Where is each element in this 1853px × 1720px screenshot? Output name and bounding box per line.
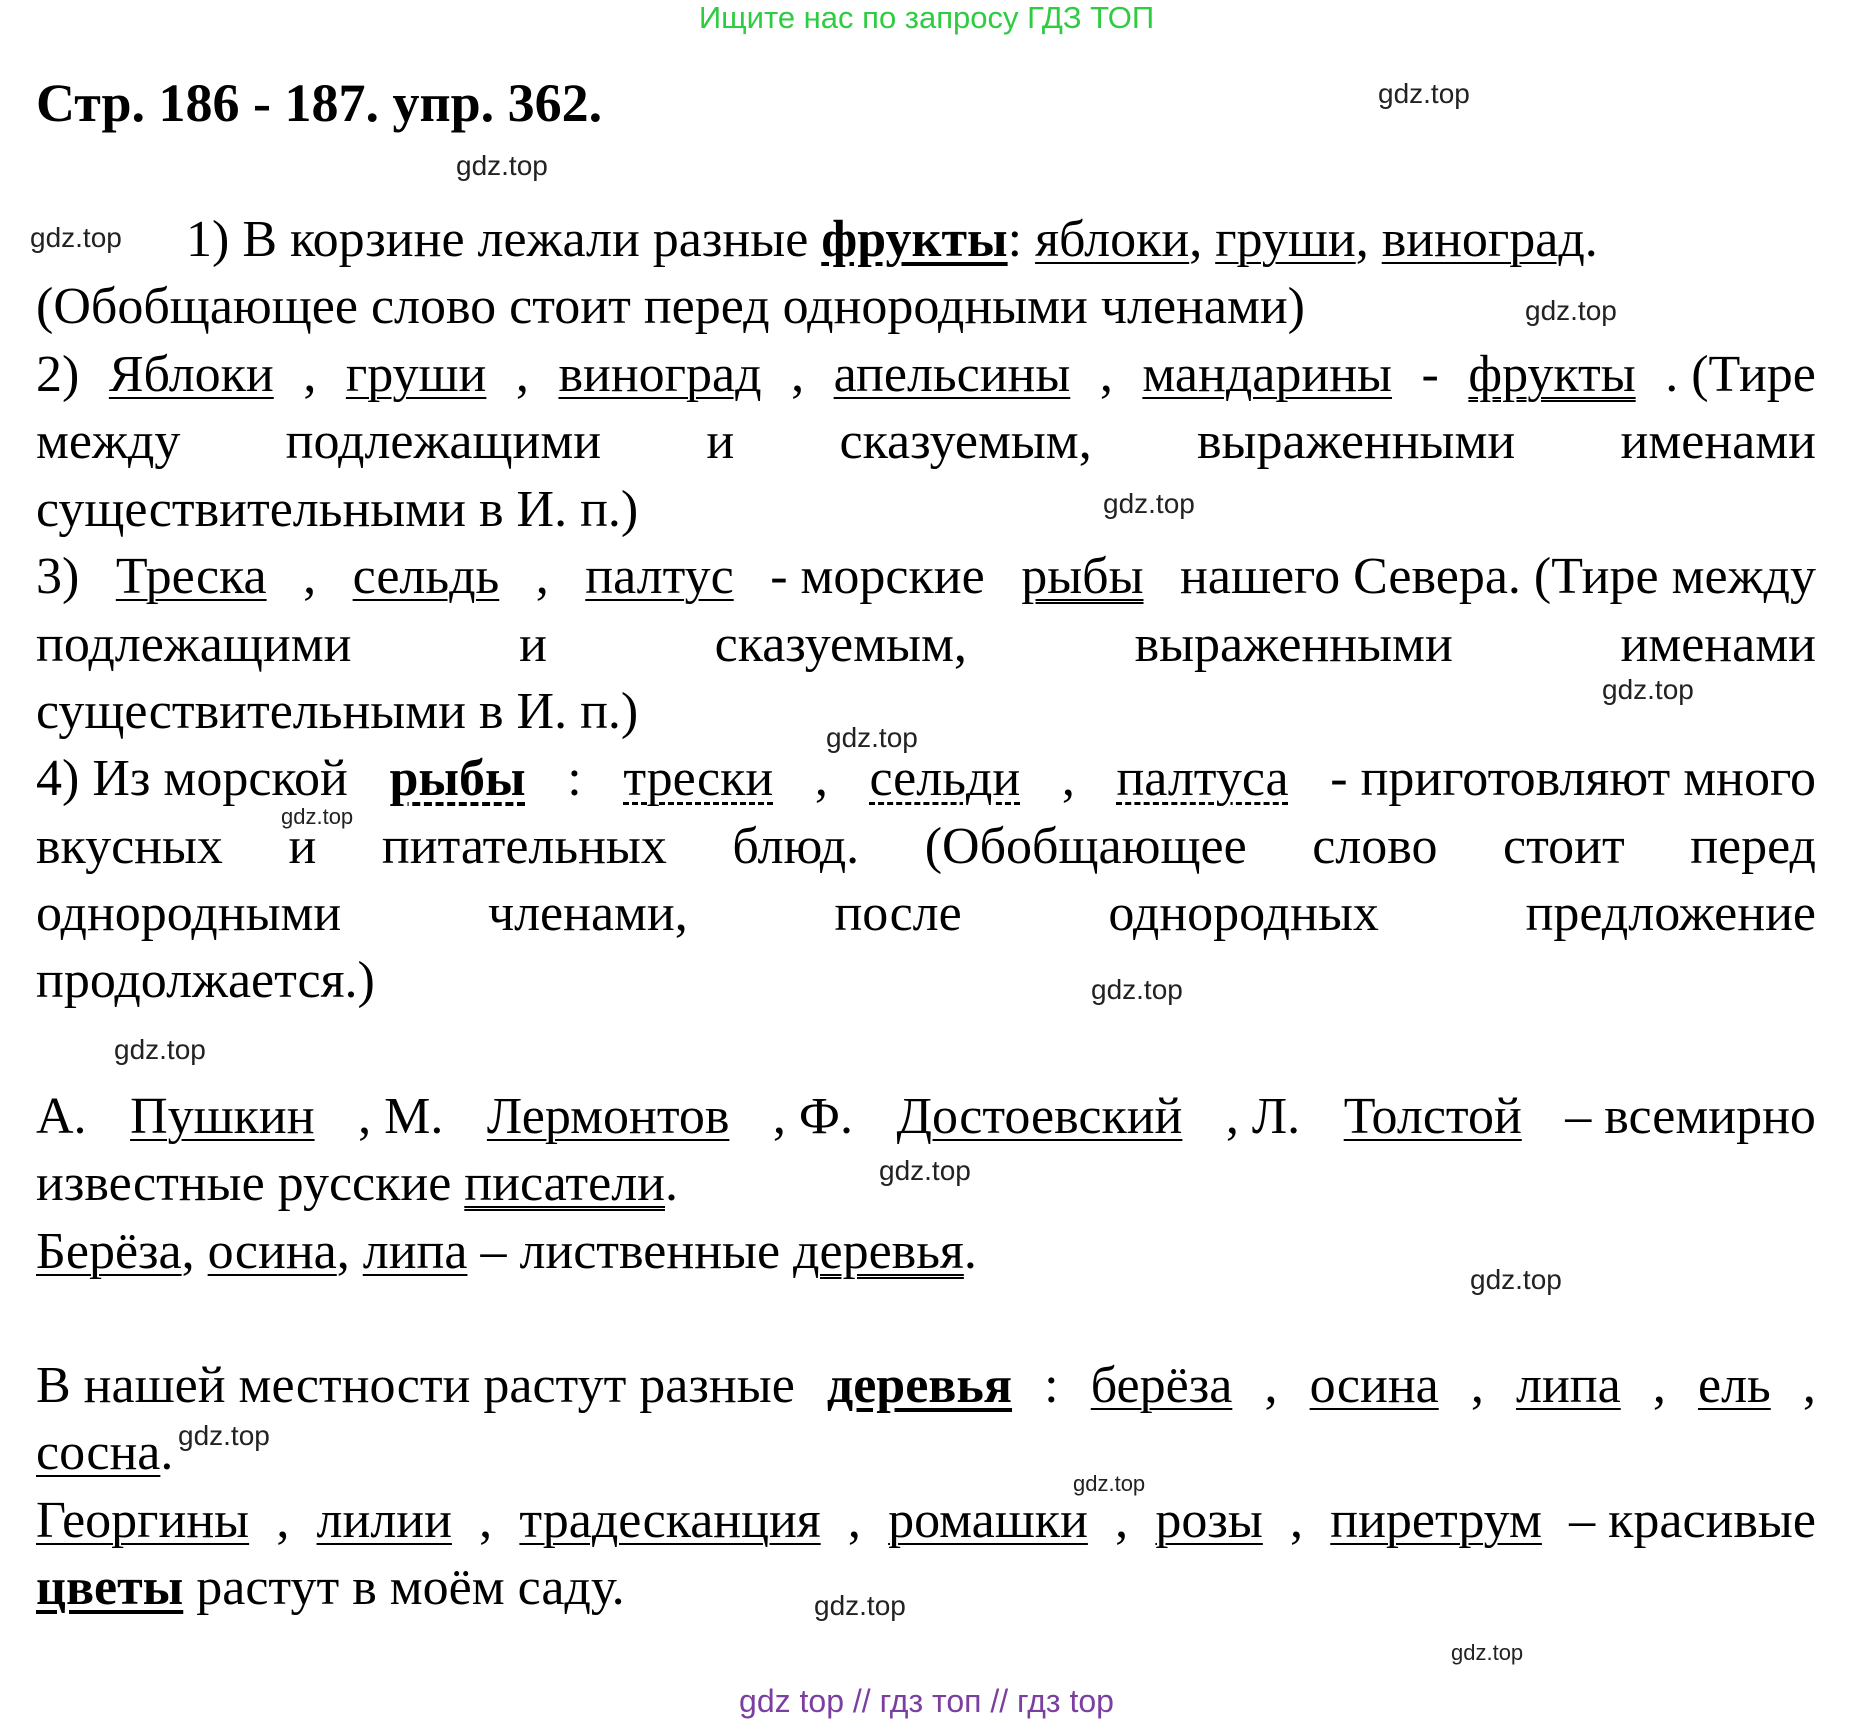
text-segment: , [479, 1492, 493, 1549]
underlined-word: деревья [793, 1223, 964, 1280]
text-segment: вкусных [36, 818, 223, 875]
text-segment: питательных [381, 818, 667, 875]
text-line [36, 880, 1816, 948]
text-segment: 1) В корзине лежали разные [186, 211, 822, 268]
text-segment: (Обобщающее [924, 818, 1247, 875]
underlined-word: цветы [36, 1559, 184, 1616]
text-segment: , [1290, 1492, 1304, 1549]
text-segment: , [1115, 1492, 1129, 1549]
text-segment: , [1355, 211, 1382, 268]
text-segment: , [1470, 1357, 1484, 1414]
text-segment: слово [1312, 818, 1438, 875]
underlined-word: деревья [826, 1357, 1013, 1414]
text-segment: после [834, 885, 962, 942]
watermark: gdz.top [879, 1155, 971, 1186]
text-segment: , [515, 346, 529, 403]
text-segment: перед [1690, 818, 1816, 875]
underlined-word: осина [1309, 1357, 1439, 1414]
text-segment: существительными в И. п.) [36, 683, 639, 740]
text-segment: предложение [1525, 885, 1816, 942]
text-line [186, 206, 1816, 274]
text-segment: 2) [36, 346, 80, 403]
text-segment: и [519, 616, 547, 673]
text-segment: : [567, 750, 582, 807]
underlined-word: пиретрум [1330, 1492, 1542, 1549]
footer-watermark: gdz top // гдз топ // гдз top [739, 1683, 1114, 1719]
text-segment: А. [36, 1088, 87, 1145]
text-segment: . [1584, 211, 1598, 268]
underlined-word: Толстой [1343, 1088, 1522, 1145]
text-segment: , [1264, 1357, 1278, 1414]
watermark: gdz.top [1073, 1471, 1146, 1496]
underlined-word: ромашки [888, 1492, 1088, 1549]
underlined-word: яблоки [1035, 211, 1190, 268]
watermark: gdz.top [1525, 295, 1617, 326]
text-segment: , Л. [1225, 1088, 1301, 1145]
watermark: gdz.top [1451, 1640, 1524, 1665]
underlined-word: Пушкин [130, 1088, 315, 1145]
text-segment: - приготовляют много [1330, 750, 1816, 807]
underlined-word: виноград [1381, 211, 1585, 268]
underlined-word: Треска [115, 548, 267, 605]
text-segment: . [963, 1223, 977, 1280]
text-segment: , [336, 1223, 363, 1280]
underlined-word: ель [1697, 1357, 1771, 1414]
text-line [36, 476, 1816, 544]
text-segment: 4) Из морской [36, 750, 348, 807]
text-segment: , [303, 346, 317, 403]
text-segment: , [791, 346, 805, 403]
watermark: gdz.top [1091, 974, 1183, 1005]
underlined-word: фрукты [821, 211, 1008, 268]
text-segment: , [1061, 750, 1075, 807]
watermark: gdz.top [1602, 674, 1694, 705]
text-segment: . (Тире [1665, 346, 1816, 403]
text-line [36, 1352, 1816, 1420]
text-segment: , [181, 1223, 208, 1280]
underlined-word: апельсины [833, 346, 1071, 403]
text-line [36, 947, 1816, 1015]
underlined-word: Берёза [36, 1223, 182, 1280]
text-segment: , [276, 1492, 290, 1549]
text-line [36, 611, 1816, 679]
page-title: Стр. 186 - 187. упр. 362. [36, 73, 603, 133]
watermark: gdz.top [30, 222, 122, 253]
watermark: gdz.top [826, 722, 918, 753]
text-line [36, 1487, 1816, 1555]
text-segment: именами [1620, 413, 1816, 470]
text-segment: , М. [358, 1088, 444, 1145]
text-segment: 3) [36, 548, 80, 605]
watermark: gdz.top [178, 1420, 270, 1451]
text-segment: растут в моём саду. [183, 1559, 625, 1616]
text-segment: В нашей местности растут разные [36, 1357, 795, 1414]
text-line [36, 1419, 1816, 1487]
text-segment: выраженными [1134, 616, 1453, 673]
underlined-word: Георгины [36, 1492, 250, 1549]
text-segment: существительными в И. п.) [36, 481, 639, 538]
text-segment: – красивые [1569, 1492, 1816, 1549]
text-segment: , [535, 548, 549, 605]
text-segment: , [1189, 211, 1216, 268]
watermark: gdz.top [1470, 1264, 1562, 1295]
underlined-word: осина [207, 1223, 337, 1280]
text-line [36, 408, 1816, 476]
underlined-word: сельди [869, 750, 1021, 807]
underlined-word: фрукты [1468, 346, 1636, 403]
underlined-word: липа [362, 1223, 468, 1280]
text-segment: – лиственные [467, 1223, 794, 1280]
text-segment: : [1007, 211, 1036, 268]
watermark: gdz.top [1103, 488, 1195, 519]
underlined-word: трески [623, 750, 774, 807]
underlined-word: сосна [36, 1424, 161, 1481]
underlined-word: Яблоки [108, 346, 274, 403]
underlined-word: рыбы [1021, 548, 1144, 605]
text-segment: - [1421, 346, 1439, 403]
text-segment: блюд. [732, 818, 860, 875]
text-line [36, 1554, 1816, 1622]
underlined-word: виноград [558, 346, 762, 403]
text-segment: . [664, 1155, 678, 1212]
text-segment: именами [1620, 616, 1816, 673]
underlined-word: традесканция [519, 1492, 821, 1549]
text-segment: подлежащими [36, 616, 352, 673]
text-segment: между [36, 413, 181, 470]
underlined-word: писатели [464, 1155, 665, 1212]
underlined-word: рыбы [389, 750, 526, 807]
text-segment: , Ф. [772, 1088, 854, 1145]
underlined-word: груши [345, 346, 487, 403]
text-segment: (Обобщающее слово стоит перед однородными членами) [36, 278, 1305, 335]
underlined-word: мандарины [1142, 346, 1392, 403]
underlined-word: палтуса [1116, 750, 1289, 807]
text-segment: подлежащими [285, 413, 602, 470]
text-segment: и [706, 413, 735, 470]
underlined-word: палтус [585, 548, 734, 605]
text-segment: : [1044, 1357, 1059, 1414]
underlined-word: берёза [1090, 1357, 1233, 1414]
text-line [36, 543, 1816, 611]
watermark: gdz.top [114, 1034, 206, 1065]
text-segment: членами, [487, 885, 688, 942]
text-segment: . [160, 1424, 174, 1481]
text-line [36, 745, 1816, 813]
text-segment: , [814, 750, 828, 807]
underlined-word: Достоевский [896, 1088, 1183, 1145]
text-segment: сказуемым, [714, 616, 967, 673]
watermark: gdz.top [814, 1590, 906, 1621]
text-segment: , [1099, 346, 1113, 403]
text-line [36, 1083, 1816, 1151]
underlined-word: липа [1516, 1357, 1621, 1414]
underlined-word: груши [1215, 211, 1356, 268]
text-line [36, 678, 1816, 746]
watermark: gdz.top [281, 804, 354, 829]
text-segment: выраженными [1197, 413, 1516, 470]
underlined-word: розы [1155, 1492, 1263, 1549]
text-segment: , [847, 1492, 861, 1549]
text-segment: нашего Севера. (Тире между [1180, 548, 1816, 605]
text-segment: и [288, 818, 317, 875]
underlined-word: Лермонтов [486, 1088, 730, 1145]
text-segment: – всемирно [1565, 1088, 1816, 1145]
search-hint-banner: Ищите нас по запросу ГДЗ ТОП [698, 0, 1155, 35]
watermark: gdz.top [456, 150, 548, 181]
text-segment: , [1802, 1357, 1816, 1414]
text-segment: продолжается.) [36, 952, 375, 1009]
underlined-word: сельдь [352, 548, 500, 605]
text-segment: стоит [1503, 818, 1625, 875]
text-segment: - морские [770, 548, 985, 605]
underlined-word: лилии [316, 1492, 452, 1549]
text-segment: однородных [1108, 885, 1379, 942]
text-segment: , [303, 548, 317, 605]
text-line [36, 341, 1816, 409]
text-segment: известные русские [36, 1155, 465, 1212]
text-segment: сказуемым, [839, 413, 1092, 470]
watermark: gdz.top [1378, 78, 1470, 109]
text-segment: , [1652, 1357, 1666, 1414]
text-segment: однородными [36, 885, 342, 942]
